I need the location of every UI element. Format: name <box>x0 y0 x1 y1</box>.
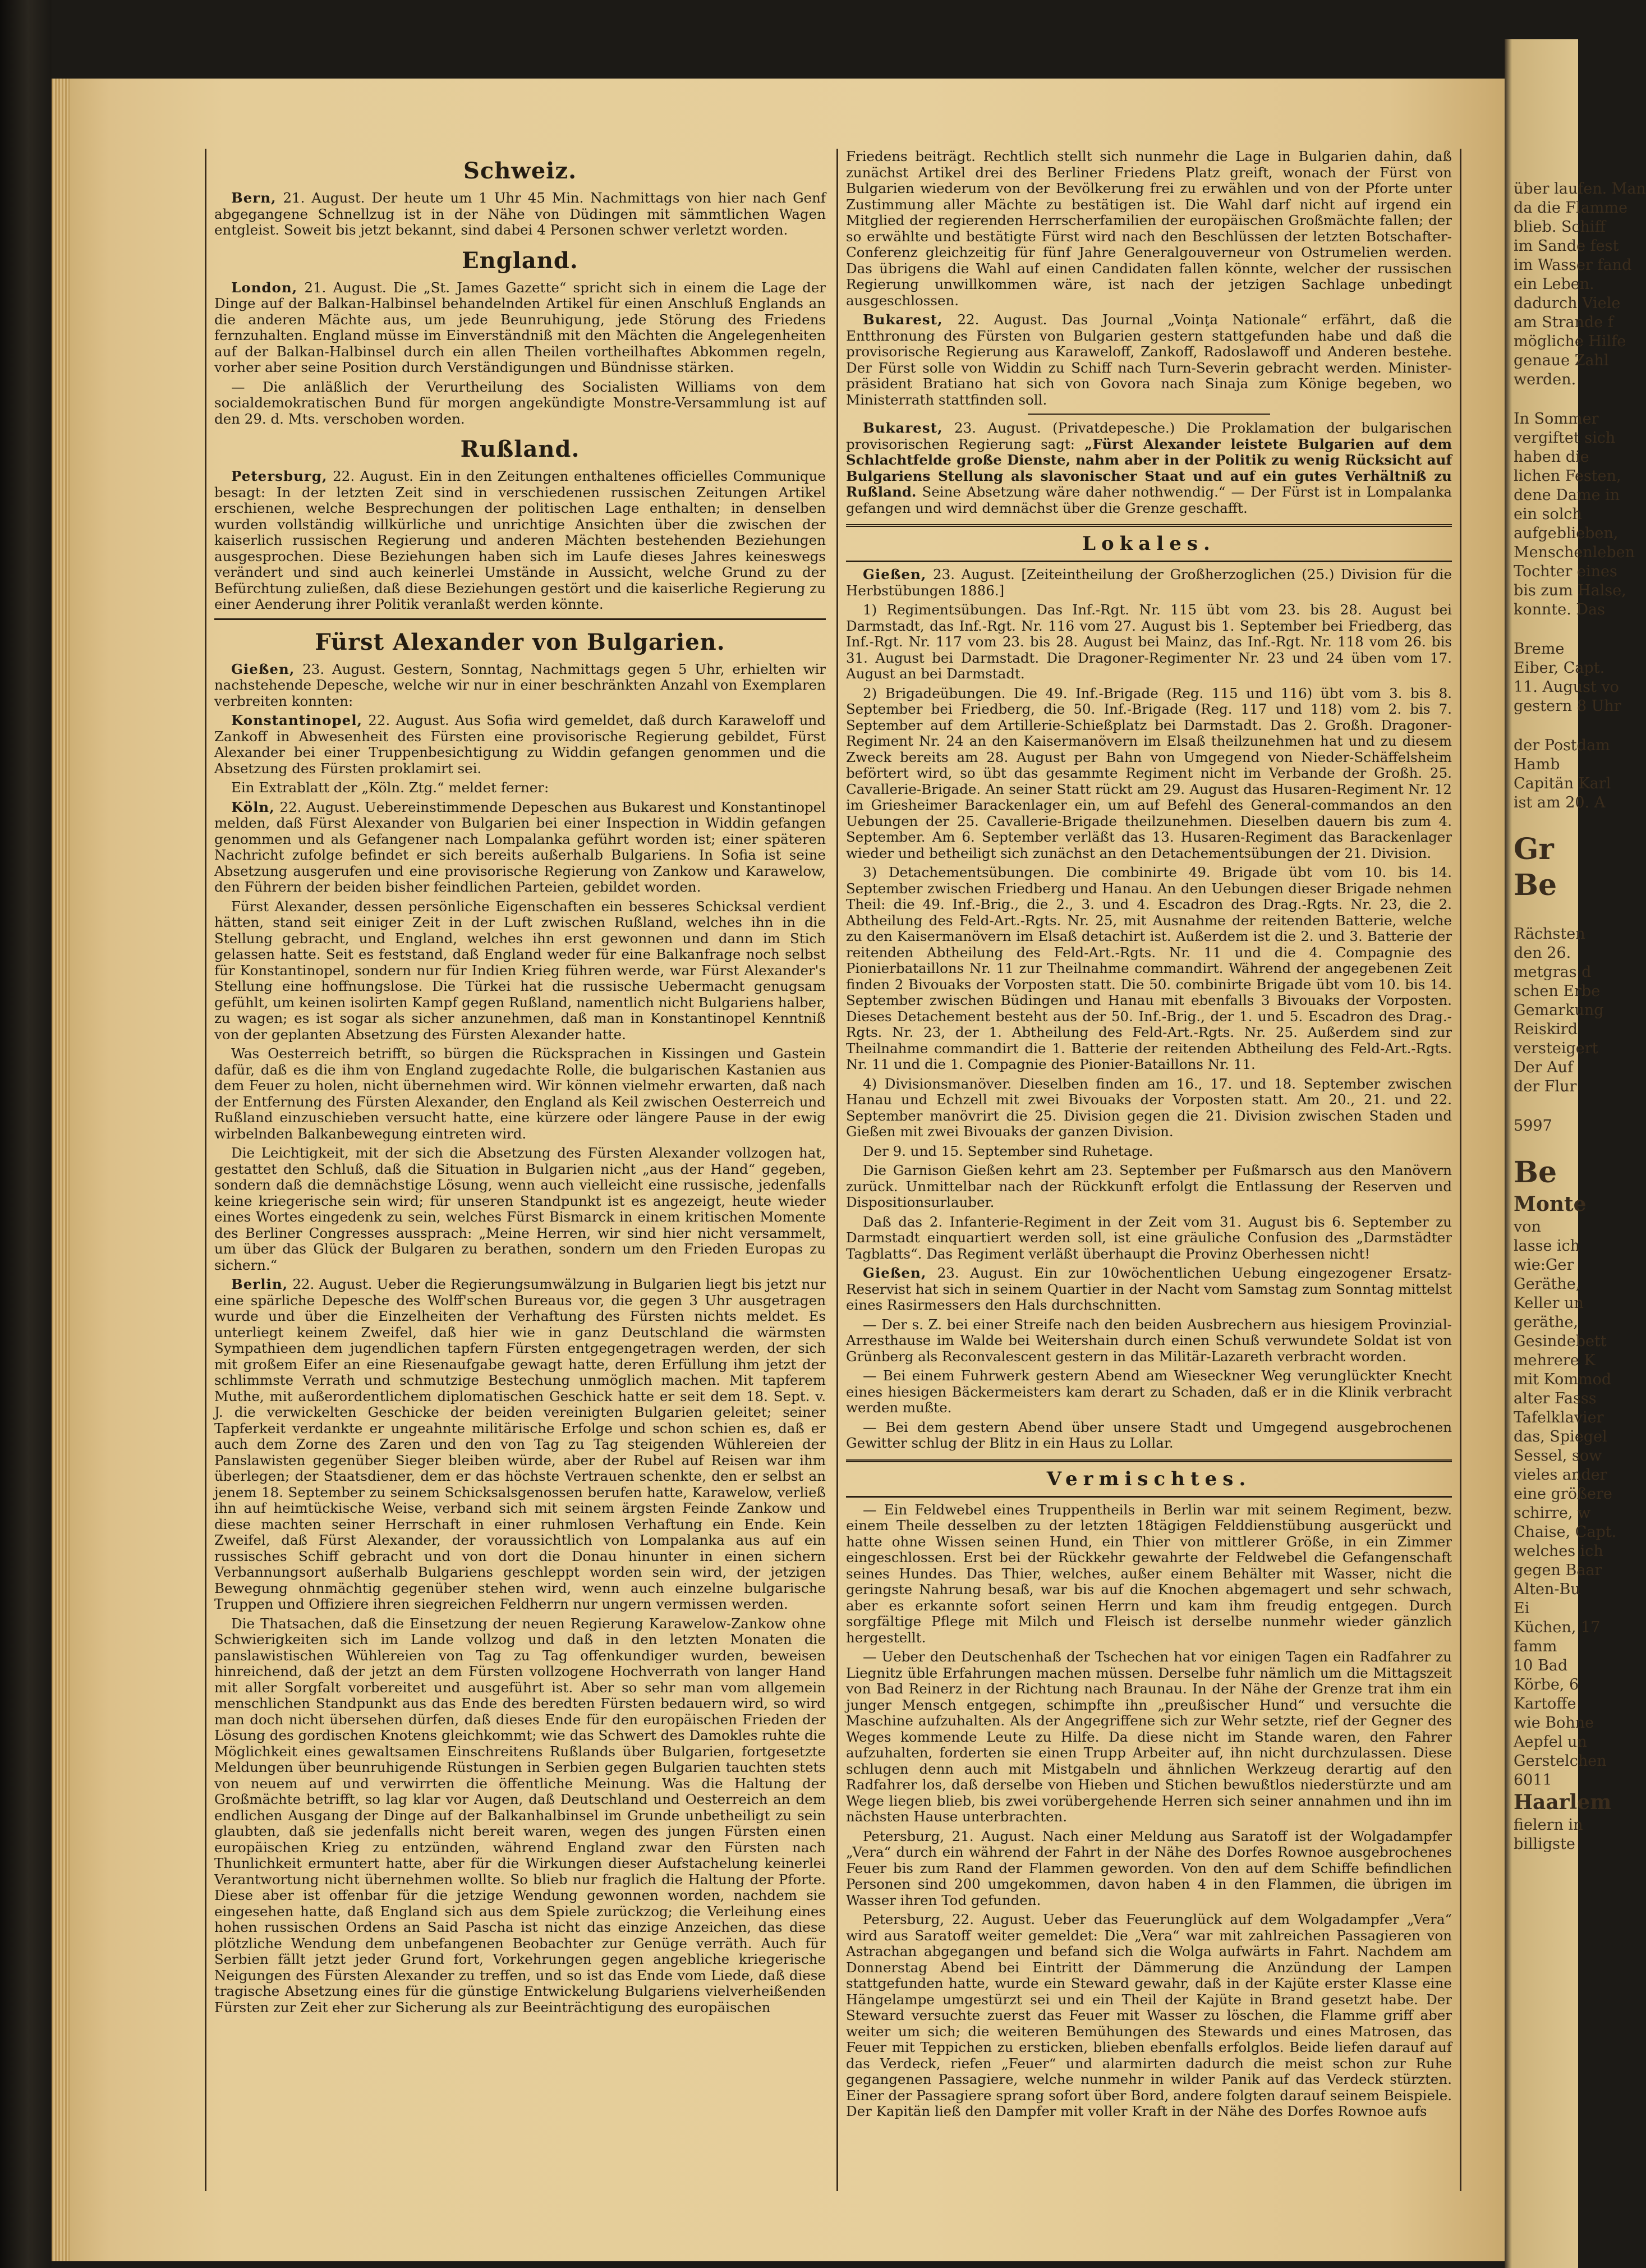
fragment-text: gestern 8 Uhr <box>1514 697 1621 715</box>
right-column <box>846 149 1452 2123</box>
paragraph-text: 23. August. [Zeiteintheilung der Großherzoglichen (25.) Division für die Herbstübungen 1886.] <box>846 566 1452 599</box>
fragment-text: Rächsten <box>1514 925 1585 943</box>
fragment-text: Chaise, Capt. <box>1514 1523 1617 1541</box>
article-paragraph <box>846 1076 1452 1140</box>
section-heading: England. <box>462 247 578 274</box>
fragment-text: mehrere K <box>1514 1352 1596 1369</box>
fragment-text: 11. August vo <box>1514 678 1619 696</box>
fragment-text: metgras d <box>1514 963 1592 981</box>
fragment-text: gegen Baar <box>1514 1562 1602 1579</box>
fragment-text: schen Erbe <box>1514 983 1601 1000</box>
paragraph-text: Daß das 2. Infanterie-Regiment in der Zeit vom 31. August bis 6. September zu Darmstadt einquartiert werden soll, ist eine gräuliche Confusion des „Darmstädter Tagblatts“. Das Regiment verläßt überhaupt die Provinz Oberhessen nicht! <box>846 1213 1452 1262</box>
fragment-text: werden. <box>1514 371 1576 388</box>
fragment-text: geräthe, <box>1514 1314 1579 1331</box>
fragment-text: Gerstelchen <box>1514 1752 1607 1770</box>
article-paragraph <box>846 602 1452 682</box>
left-border-rule <box>205 149 206 2191</box>
article-paragraph <box>214 713 826 777</box>
fragment-text: Gr <box>1514 832 1554 866</box>
fragment-text: ist am 20. A <box>1514 794 1606 811</box>
article-paragraph <box>214 190 826 238</box>
fragment-text: Menschenleben <box>1514 544 1635 561</box>
section-rule <box>214 618 826 620</box>
fragment-text: alter Fasss <box>1514 1390 1597 1407</box>
fragment-text: fielern in <box>1514 1816 1583 1834</box>
paragraph-text: — Der s. Z. bei einer Streife nach den beiden Ausbrechern aus hiesigem Provinzial-Arresthause im Walde bei Weitershain durch einen Schuß verwundete Soldat ist von Grünberg als Reconvalescent gestern in das Militär-Lazareth verbracht worden. <box>846 1316 1452 1365</box>
fragment-text: Kartoffe <box>1514 1695 1576 1713</box>
book-binding <box>0 0 52 2268</box>
paragraph-text: Die Leichtigkeit, mit der sich die Absetzung des Fürsten Alexander vollzogen hat, gestattet den Schluß, daß die Situation in Bulgarien nicht „aus der Hand“ gegeben, sondern daß die demnächstige Lösung, wenn auch vielleicht eine russische, jedenfalls keine kriegerische sein wird; für unseren Standpunkt ist es angezeigt, heute wieder eines Wortes eingedenk zu sein, welches Fürst Bismarck in einem kritischen Momente des Berliner Congresses aussprach: „Meine Herren, wir sind hier nicht versammelt, um über das Glück der Bulgaren zu berathen, sondern um den Frieden Europas zu sichern.“ <box>214 1145 826 1273</box>
paragraph-text: — Ein Feldwebel eines Truppentheils in Berlin war mit seinem Regiment, bezw. einem Theile desselben zu der letzten 18tägigen Felddienstübung ausgerückt und hatte ohne Wissen seinen Hund, ein Thier von mittlerer Größe, in ein Zimmer eingeschlossen. Erst bei der Rückkehr gewahrte der Feldwebel die Gefangenschaft seines Hundes. Das Thier, welches, außer einem Behälter mit Wasser, nicht die geringste Nahrung besaß, war bis auf die Knochen abgemagert und sehr schwach, aber es erkannte sofort seinen Herrn und kam ihm freudig entgegen. Durch sorgfältige Pflege mit Milch und Fleisch ist derselbe nunmehr wieder gänzlich hergestellt. <box>846 1501 1452 1646</box>
paragraph-text: — Die anläßlich der Verurtheilung des Socialisten Williams von dem socialdemokratischen Bund für morgen angekündigte Monstre-Versammlung ist auf den 29. d. Mts. verschoben worden. <box>214 378 826 427</box>
fragment-text: ein solch <box>1514 506 1582 523</box>
fragment-text: über laufen. Man <box>1514 180 1646 198</box>
dateline-place: Gießen, <box>863 1265 927 1281</box>
dateline-place: Gießen, <box>231 660 295 677</box>
right-border-rule <box>1460 149 1461 2191</box>
article-paragraph <box>214 379 826 428</box>
fragment-text: 6011 <box>1514 1771 1552 1789</box>
fragment-text: wie:Ger <box>1514 1256 1574 1274</box>
section-heading: Fürst Alexander von Bulgarien. <box>315 628 725 655</box>
fragment-text: In Sommer <box>1514 410 1599 428</box>
proclamation-emphasis: „Fürst Alexander leistete Bulgarien auf dem Schlachtfelde große Dienste, nahm aber in der Politik zu wenig Rücksicht auf Bulgariens Stellung als slavonischer Staat und auf ein gutes Verhältniß zu Rußland. <box>846 435 1452 500</box>
section-heading: Schweiz. <box>463 158 577 184</box>
left-column <box>214 149 826 2019</box>
paragraph-text: 22. August. Uebereinstimmende Depeschen aus Bukarest und Konstantinopel melden, daß Fürst Alexander von Bulgarien bei einer Inspection in Widdin gefangen genommen und als Gefangener nach Lompalanka geführt worden ist; einer späteren Nachricht zufolge befindet er sich bereits außerhalb Bulgariens. In Sofia ist seine Absetzung ausgerufen und eine provisorische Regierung von Zankow und Karawelow, den Führern der beiden bisher feindlichen Parteien, gebildet worden. <box>214 798 826 895</box>
paragraph-text: Ein Extrablatt der „Köln. Ztg.“ meldet ferner: <box>231 779 549 796</box>
fragment-text: Be <box>1514 1155 1557 1190</box>
fragment-text: im Wasser fand <box>1514 256 1632 274</box>
dateline-place: Petersburg, <box>231 468 328 484</box>
dateline-place: Bern, <box>231 190 277 206</box>
article-paragraph <box>846 1265 1452 1314</box>
paragraph-text: 4) Divisionsmanöver. Dieselben finden am 16., 17. und 18. September zwischen Hanau und Echzell mit zwei Bivouaks der Vorposten statt. Am 20., 21. und 22. September manövrirt die 25. Division gegen die 21. Division zwischen Staden und Gießen mit zwei Bivouaks der ganzen Division. <box>846 1075 1452 1140</box>
paragraph-text: 22. August. Ueber die Regierungsumwälzung in Bulgarien liegt bis jetzt nur eine spärliche Depesche des Wolff'schen Bureaus vor, die gegen 3 Uhr ausgetragen wurde und über die Einzelheiten der Verhaftung des Fürsten nichts meldet. Es unterliegt keinem Zweifel, daß hier wie in ganz Deutschland die wärmsten Sympathieen dem jugendlichen tapfern Fürsten entgegengetragen werden, der sich mit großem Eifer an eine Riesenaufgabe gewagt hatte, deren Erfüllung ihm jetzt der schlimmste Verrath und schmutzige Bestechung unmöglich machen. Mit tapferem Muthe, mit außerordentlichem diplomatischen Geschick hatte er seit dem 18. Sept. v. J. die verwickelten Geschicke der beiden vereinigten Bulgarien geleitet; seiner Tapferkeit verdankte er ungeahnte militärische Erfolge und schon schien es, daß er auch dem Zorne des Zaren und den von Tag zu Tag steigenden Wühlereien der Panslawisten gegenüber Sieger bleiben würde, aber der Rubel auf Reisen war ihm überlegen; der Staatsdiener, dem er das höchste Vertrauen schenkte, den er selbst an jenem 18. September zu seinem Schicksalsgenossen berufen hatte, Karawelow, verließ ihn auf heimtückische Weise, verband sich mit seinem ärgsten Feinde Zankow und diese machten seiner Herrschaft in einer ruhmlosen Verhaftung ein Ende. Kein Zweifel, daß Fürst Alexander, der voraussichtlich von Lompalanka aus auf ein russisches Schiff gebracht und von dort die Donau hinunter in einen sichern Verbannungsort außerhalb Bulgariens geschleppt worden sein wird, der jetzigen Bewegung ohnmächtig gegenüber stehen wird, wenn auch einzelne bulgarische Truppen und Offiziere ihren siegreichen Feldherrn nur ungern vermissen werden. <box>214 1276 826 1612</box>
fragment-text: Keller un <box>1514 1294 1584 1312</box>
fragment-text: Geräthe, <box>1514 1275 1581 1293</box>
fragment-text: von <box>1514 1218 1541 1236</box>
fragment-text: das, Spiegel <box>1514 1428 1607 1445</box>
fragment-text: Breme <box>1514 640 1565 658</box>
paragraph-text: 1) Regimentsübungen. Das Inf.-Rgt. Nr. 115 übt vom 23. bis 28. August bei Darmstadt, das Inf.-Rgt. Nr. 116 vom 27. August bis 1. September bei Friedberg, das Inf.-Rgt. Nr. 117 vom 23. bis 28. August bei Mainz, das Inf.-Rgt. Nr. 118 vom 26. bis 31. August bei Darmstadt. Die Dragoner-Regimenter Nr. 23 und 24 üben vom 17. August an bei Darmstadt. <box>846 602 1452 682</box>
dateline-place: Gießen, <box>863 566 927 582</box>
dateline-place: Konstantinopel, <box>231 712 363 728</box>
fragment-text: famm <box>1514 1638 1557 1655</box>
section-heading: Rußland. <box>460 436 580 462</box>
paragraph-text: — Ueber den Deutschenhaß der Tschechen hat vor einigen Tagen ein Radfahrer zu Liegnitz üble Erfahrungen machen müssen. Derselbe fuhr nämlich um die Mittagszeit von Bad Reinerz in der Richtung nach Braunau. In der Nähe der Grenze trat ihm ein junger Mensch entgegen, schimpfte ihn „preußischer Hund“ und versuchte die Maschine aufzuhalten. Als der Angegriffene sich zur Wehr setzte, rief der Gegner des Weges kommende Leute zu Hilfe. Da diese nicht im Stande waren, den Fahrer aufzuhalten, forderten sie einen Trupp Arbeiter auf, ihn nicht durchzulassen. Diese schlugen denn auch mit Mistgabeln und ähnlichen Werkzeug derartig auf den Radfahrer los, daß derselbe von Hieben und Stichen bewußtlos niederstürzte und am Wege liegen blieb, bis zwei vorübergehende Herren sich seiner annahmen und ihn im nächsten Hause unterbrachten. <box>846 1649 1452 1825</box>
fragment-text: da die Flamme <box>1514 199 1628 217</box>
fragment-text: blieb. Schiff <box>1514 218 1606 236</box>
fragment-text: im Sande fest <box>1514 237 1619 255</box>
fragment-text: versteigert <box>1514 1040 1598 1057</box>
fragment-text: Reiskird <box>1514 1021 1578 1038</box>
article-paragraph <box>846 686 1452 862</box>
article-paragraph <box>214 469 826 613</box>
dateline-place: Berlin, <box>231 1276 288 1292</box>
fragment-text: am Strande f <box>1514 314 1613 331</box>
fragment-text: welches ich <box>1514 1542 1603 1560</box>
article-paragraph <box>214 780 826 796</box>
paragraph-text: 22. August. Aus Sofia wird gemeldet, daß durch Karaweloff und Zankoff in Abwesenheit des Fürsten eine provisorische Regierung gebildet, Fürst Alexander bei einer Truppenbesichtigung zu Widdin gefangen genommen und die Absetzung des Fürsten proklamirt sei. <box>214 712 826 777</box>
article-paragraph <box>214 899 826 1043</box>
fragment-text: lasse ich <box>1514 1237 1580 1255</box>
article-paragraph <box>214 1046 826 1142</box>
article-paragraph <box>846 1502 1452 1646</box>
article-paragraph <box>846 865 1452 1073</box>
paragraph-text: — Bei dem gestern Abend über unsere Stadt und Umgegend ausgebrochenen Gewitter schlug der Blitz in ein Haus zu Lollar. <box>846 1418 1452 1451</box>
paragraph-text: Fürst Alexander, dessen persönliche Eigenschaften ein besseres Schicksal verdient hätten, stand seit einiger Zeit in der Luft zwischen Rußland, welches ihn in die Stellung gebracht, und England, welches ihn erst gewonnen und dann im Stich gelassen hatte. Seit es feststand, daß England weder für eine Balkanfrage noch selbst für Konstantinopel, sondern nur für Indien Krieg führen werde, war Fürst Alexander's Stellung eine hoffnungslose. Die Türkei hat die russische Uebermacht genugsam gefühlt, um keinen isolirten Kampf gegen Rußland, namentlich nicht Bulgariens halber, zu wagen; es ist sogar als sicher anzunehmen, daß man in Konstantinopel Kenntniß von der geplanten Absetzung des Fürsten Alexander hatte. <box>214 898 826 1043</box>
fragment-text: der Flur <box>1514 1078 1577 1095</box>
paragraph-text: 21. August. Die „St. James Gazette“ spricht sich in einem die Lage der Dinge auf der Balkan-Halbinsel behandelnden Artikel für einen Anschluß Englands an die anderen Mächte aus, um jede Beunruhigung, jede Störung des Friedens fernzuhalten. England müsse im Einverständniß mit den Mächten die Angelegenheiten auf der Balkan-Halbinsel durch ein allen Theilen vortheilhaftes Abkommen regeln, vorher aber seine Position durch Verständigungen und Bündnisse stärken. <box>214 279 826 375</box>
fragment-text: Gesindebett <box>1514 1333 1607 1350</box>
fragment-text: der Postdam <box>1514 737 1610 754</box>
fragment-text: eine größere <box>1514 1485 1612 1503</box>
paragraph-text: Der 9. und 15. September sind Ruhetage. <box>863 1142 1153 1159</box>
article-paragraph <box>846 1368 1452 1416</box>
article-paragraph <box>846 1912 1452 2120</box>
fragment-text: Hamb <box>1514 756 1560 773</box>
article-paragraph <box>846 567 1452 599</box>
fragment-text: Tafelklavier <box>1514 1409 1604 1426</box>
fragment-text: mögliche Hilfe <box>1514 333 1626 350</box>
fragment-text: vergiftet sich <box>1514 429 1616 447</box>
fragment-text: Monte <box>1514 1192 1587 1216</box>
paragraph-text: Petersburg, 22. August. Ueber das Feuerunglück auf dem Wolgadampfer „Vera“ wird aus Saratoff weiter gemeldet: Die „Vera“ war mit zahlreichen Passagieren von Astrachan abgegangen und befand sich die Wolga aufwärts in Fahrt. Nachdem am Donnerstag Abend bei Eintritt der Dämmerung die Anzündung der Lampen stattgefunden hatte, wurde ein Steward gewahr, daß in der Kajüte erster Klasse eine Hängelampe umgestürzt sei und ein Theil der Kajüte in Brand gesetzt habe. Der Steward versuchte zuerst das Feuer mit Wasser zu löschen, die Flamme griff aber weiter um sich; die weiteren Bemühungen des Stewards und eines Matrosen, das Feuer mit Teppichen zu ersticken, blieben ebenfalls erfolglos. Beide liefen darauf auf das Verdeck, riefen „Feuer“ und alarmirten dadurch die meist schon zur Ruhe gegangenen Passagiere, welche nunmehr in wilder Panik auf das Verdeck stürzten. Einer der Passagiere sprang sofort über Bord, andere folgten darauf seinem Beispiele. Der Kapitän ließ den Dampfer mit voller Kraft in der Nähe des Dorfes Rownoe aufs <box>846 1911 1452 2119</box>
adjacent-page-fragment <box>1505 39 1646 2268</box>
fragment-text: Eiber, Capt. <box>1514 659 1605 677</box>
fragment-text: Gemarkung <box>1514 1002 1604 1019</box>
dateline-place: Bukarest, <box>863 311 943 328</box>
article-paragraph <box>846 1829 1452 1909</box>
paragraph-text: 22. August. Das Journal „Voinţa Nationale“ erfährt, daß die Entthronung des Fürsten von Bulgarien gestern stattgefunden habe und daß die provisorische Regierung aus Karaweloff, Zankoff, Radoslawoff und Anderen bestehe. Der Fürst solle von Widdin zu Schiff nach Turn-Severin gebracht werden. Minister-präsident Bratiano hat sich von Govora nach Sinaja zum Könige begeben, wo Ministerrath stattfinden soll. <box>846 311 1452 408</box>
fragment-text: Körbe, 6 <box>1514 1676 1579 1693</box>
fragment-text: Küchen, 17 <box>1514 1619 1601 1636</box>
fragment-text: dene Dame in <box>1514 486 1620 504</box>
paragraph-text: 23. August. Gestern, Sonntag, Nachmittags gegen 5 Uhr, erhielten wir nachstehende Depesche, welche wir nur in einer beschränkten Anzahl von Exemplaren verbreiten konnten: <box>214 660 826 709</box>
fragment-text: Sessel, sow <box>1514 1447 1602 1464</box>
article-paragraph <box>214 1145 826 1273</box>
article-paragraph <box>846 1649 1452 1825</box>
fragment-text: billigste <box>1514 1835 1575 1853</box>
article-paragraph <box>214 800 826 896</box>
paragraph-text: Die Garnison Gießen kehrt am 23. September per Fußmarsch aus den Manövern zurück. Unmittelbar nach der Rückkunft erfolgt die Entlassung der Reserven und Dispositionsurlauber. <box>846 1162 1452 1210</box>
article-paragraph <box>214 1277 826 1613</box>
paragraph-text: 3) Detachementsübungen. Die combinirte 49. Brigade übt vom 10. bis 14. September zwischen Friedberg und Hanau. An den Uebungen dieser Brigade nehmen Theil: die 49. Inf.-Brig., die 2., 3. und 4. Escadron des Drag.-Rgts. Nr. 23, die 2. Abtheilung des Feld-Art.-Rgts. Nr. 25, mit Ausnahme der reitenden Batterie, welche zu den Kaisermanövern im Elsaß detachirt ist. Außerdem ist die 2. und 3. Batterie der reitenden Abtheilung des Feld-Art.-Rgts. Nr. 11 und die 4. Compagnie des Pionierbataillons Nr. 11 zur Theilnahme commandirt. Während der angegebenen Zeit finden 2 Bivouaks der Vorposten statt. Die 50. combinirte Brigade übt vom 10. bis 14. September zwischen Büdingen und Hanau mit ebenfalls 3 Bivouaks der Vorposten. Dieses Detachement besteht aus der 50. Inf.-Brig., der 1. und 5. Escadron des Drag.-Rgts. Nr. 23, der 1. Abtheilung des Feld-Art.-Rgts. Nr. 25. Außerdem sind zur Theilnahme commandirt die 1. Batterie der reitenden Abtheilung des Feld-Art.-Rgts. Nr. 11 und die 1. Compagnie des Pionier-Bataillons Nr. 11. <box>846 864 1452 1072</box>
article-paragraph <box>846 1144 1452 1160</box>
fragment-text: Haarlem <box>1514 1790 1612 1814</box>
fragment-text: Be <box>1514 868 1557 902</box>
dateline-place: Köln, <box>231 798 275 815</box>
article-paragraph <box>214 662 826 710</box>
paragraph-text: 22. August. Ein in den Zeitungen enthaltenes officielles Communique besagt: In der letzten Zeit sind in verschiedenen russischen Zeitungen Artikel erschienen, welche Besprechungen der politischen Lage enthalten; in denselben wurden vollständig willkürliche und unrichtige Ansichten über die zwischen der kaiserlich russischen Regierung und anderen Mächten bestehenden Beziehungen ausgesprochen. Diese Beziehungen haben sich im Laufe dieses Jahres keineswegs verändert und sind auch keinerlei Umstände in Aussicht, welche Grund zu der Befürchtung zuließen, daß diese Beziehungen gestört und die kaiserliche Regierung zu einer Aenderung ihrer Politik veranlaßt werden könnte. <box>214 468 826 612</box>
paragraph-text: — Bei einem Fuhrwerk gestern Abend am Wieseckner Weg verunglückter Knecht eines hiesigen Bäckermeisters kam derart zu Schaden, daß er in die Klinik verbracht werden mußte. <box>846 1367 1452 1416</box>
paragraph-text: Petersburg, 21. August. Nach einer Meldung aus Saratoff ist der Wolgadampfer „Vera“ durch ein während der Fahrt in der Nähe des Dorfes Rownoe ausgebrochenes Feuer bis zum Rand der Flammen geworden. Von den auf dem Schiffe befindlichen Personen sind 200 umgekommen, davon haben 4 in den Flammen, die übrigen im Wasser ihren Tod gefunden. <box>846 1828 1452 1908</box>
fragment-text: konnte. Das <box>1514 601 1605 618</box>
article-paragraph <box>846 1163 1452 1211</box>
article-paragraph <box>214 280 826 376</box>
page-edge <box>52 79 70 2261</box>
paragraph-text: Die Thatsachen, daß die Einsetzung der neuen Regierung Karawelow-Zankow ohne Schwierigkeiten sich im Lande vollzog und daß in den letzten Monaten die panslawistischen Wühlereien von Tag zu Tag offenkundiger wurden, beweisen hinreichend, daß der jetzt an dem Fürsten vollzogene Hochverrath von langer Hand mit aller Sorgfalt vorbereitet und ausgeführt ist. Aber so sehr man vom allgemein menschlichen Standpunkt aus das Ende des beredten Fürsten bedauern wird, so wird man doch nicht übersehen dürfen, daß dieses Ende für den europäischen Frieden der Lösung des gordischen Knotens gleichkommt; wie das Schwert des Damokles ruhte die Möglichkeit eines gewaltsamen Einschreitens Rußlands über Bulgarien, fortgesetzte Meldungen über beunruhigende Rüstungen in Serbien gegen Bulgarien tauchten stets von neuem auf und verwirrten die öffentliche Meinung. Was die Haltung der Großmächte betrifft, so lag klar vor Augen, daß Deutschland und Oesterreich an dem endlichen Ausgang der Dinge auf der Balkanhalbinsel im Grunde unbetheiligt zu sein glaubten, daß sie jedenfalls nicht bereit waren, wegen des jungen Fürsten einen europäischen Krieg zu entzünden, während England zwar den Fürsten nach Thunlichkeit ermuntert hatte, aber für die Wirkungen dieser Aufstachelung keinerlei Verantwortung nicht übernehmen wollte. So blieb nur fraglich die Haltung der Pforte. Diese aber ist offenbar für die jetzige Wendung gewonnen worden, nachdem sie eingesehen hatte, daß England sich aus dem Spiele zurückzog; die Verleihung eines hohen russischen Ordens an Said Pascha ist nicht das einzige Anzeichen, das diese plötzliche Wendung dem unbefangenen Beobachter zur Genüge verräth. Auch für Serbien fällt jetzt jeder Grund fort, Vorkehrungen gegen angebliche kriegerische Neigungen des Fürsten Alexander zu treffen, und so ist das Ende vom Liede, daß diese tragische Absetzung eines für die günstige Entwickelung Bulgariens vielverheißenden Fürsten zur Zeit eher zur Sicherung als zur Beeinträchtigung des europäischen <box>214 1615 826 2016</box>
continued-paragraph: Friedens beiträgt. Rechtlich stellt sich nunmehr die Lage in Bulgarien dahin, daß zunächst Artikel drei des Berliner Friedens Platz greift, wonach der Fürst von Bulgarien wiederum von der Bevölkerung frei zu erwählen und von der Pforte unter Zustimmung aller Mächte zu bestätigen ist. Die Wahl darf nicht auf irgend ein Mitglied der regierenden Herrscherfamilien der europäischen Großmächte fallen; der so erwählte und bestätigte Fürst wird nach den Beschlüssen der letzten Botschafter-Conferenz gleichzeitig für fünf Jahre Generalgouverneur von Ostrumelien werden. Das übrigens die Wahl auf einen Candidaten fallen könnte, welcher der russischen Regierung unwillkommen wäre, ist nach der jetzigen Sachlage unbedingt ausgeschlossen. <box>846 148 1452 309</box>
short-rule <box>1028 414 1270 415</box>
fragment-text: vieles ander <box>1514 1466 1607 1484</box>
fragment-text: mit Kommod <box>1514 1371 1612 1388</box>
proclamation-paragraph <box>846 420 1452 516</box>
dateline-place: Bukarest, <box>863 420 943 436</box>
fragment-text: ein Leben. <box>1514 276 1594 293</box>
fragment-text: dadurch Viele <box>1514 295 1621 312</box>
paragraph-text: Was Oesterreich betrifft, so bürgen die Rücksprachen in Kissingen und Gastein dafür, daß es die ihm von England zugedachte Rolle, die bulgarischen Kastanien aus dem Feuer zu holen, nicht übernehmen wird. Wir können vielmehr erwarten, daß nach der Entfernung des Fürsten Alexander, den England als Keil zwischen Oesterreich und Rußland einzuschieben versucht hatte, eine kürzere oder längere Pause in der ewig wirbelnden Balkanbewegung eintreten wird. <box>214 1045 826 1142</box>
fragment-text: den 26. <box>1514 944 1571 962</box>
fragment-text: lichen Festen, <box>1514 467 1621 485</box>
fragment-text: bis zum Halse, <box>1514 582 1626 599</box>
paragraph-text: Seine Absetzung wäre daher nothwendig.“ — Der Fürst ist in Lompalanka gefangen und wird demnächst über die Grenze geschafft. <box>846 484 1452 516</box>
article-paragraph <box>846 312 1452 408</box>
fragment-text: Alten-Bu <box>1514 1581 1580 1598</box>
fragment-text: aufgeblieben, <box>1514 525 1619 542</box>
paragraph-text: 23. August. Ein zur 10wöchentlichen Uebung eingezogener Ersatz-Reservist hat sich in seinem Quartier in der Nacht vom Samstag zum Sonntag mittelst eines Rasirmessers den Hals durchschnitten. <box>846 1265 1452 1313</box>
fragment-text: Ei <box>1514 1600 1530 1617</box>
section-heading: Lokales. <box>846 524 1452 562</box>
article-paragraph <box>846 1317 1452 1365</box>
fragment-text: 5997 <box>1514 1117 1552 1135</box>
fragment-text: wie Bohne <box>1514 1714 1594 1732</box>
dateline-place: London, <box>231 279 298 296</box>
fragment-text: Tochter eines <box>1514 563 1617 580</box>
fragment-text: genaue Zahl <box>1514 352 1609 369</box>
paragraph-text: 2) Brigadeübungen. Die 49. Inf.-Brigade (Reg. 115 und 116) übt vom 3. bis 8. September bei Friedberg, die 50. Inf.-Brigade (Reg. 117 und 118) vom 2. bis 7. September auf dem Artillerie-Schießplatz bei Darmstadt. Das 2. Großh. Dragoner-Regiment Nr. 24 an den Kaisermanövern im Elsaß theilzunehmen hat und zu diesem Zweck bereits am 28. August per Bahn von Umgegend von Nieder-Schäffelsheim beförtert wird, so übt das gesammte Regiment nicht im Verbande der Großh. 25. Cavallerie-Brigade. An seiner Statt rückt am 29. August das Husaren-Regiment Nr. 12 im Griesheimer Barackenlager ein, um auf Befehl des General-commandos an den Uebungen der 25. Cavallerie-Brigade theilzunehmen. Dieselben dauern bis zum 4. September. Am 6. September verläßt das 13. Husaren-Regiment das Barackenlager wieder und betheiligt sich zunächst an den Detachementsübungen der 21. Division. <box>846 685 1452 861</box>
fragment-text: Capitän Karl <box>1514 775 1611 792</box>
fragment-text: Der Auf <box>1514 1059 1573 1076</box>
article-paragraph <box>846 1214 1452 1262</box>
paragraph-text: 23. August. (Privatdepesche.) Die Proklamation der bulgarischen provisorischen Regierung sagt: <box>846 420 1452 452</box>
fragment-text: schirre, w <box>1514 1504 1591 1522</box>
paragraph-text: 21. August. Der heute um 1 Uhr 45 Min. Nachmittags von hier nach Genf abgegangene Schnellzug ist in der Nähe von Düdingen mit sämmtlichen Wagen entgleist. Soweit bis jetzt bekannt, sind dabei 4 Personen schwer verletzt worden. <box>214 190 826 238</box>
section-heading: Vermischtes. <box>846 1459 1452 1498</box>
column-divider <box>836 149 838 2191</box>
fragment-text: Aepfel un <box>1514 1733 1587 1751</box>
article-paragraph <box>214 1616 826 2016</box>
article-paragraph <box>846 1420 1452 1452</box>
fragment-text: 10 Bad <box>1514 1657 1568 1674</box>
fragment-text: haben die <box>1514 448 1589 466</box>
